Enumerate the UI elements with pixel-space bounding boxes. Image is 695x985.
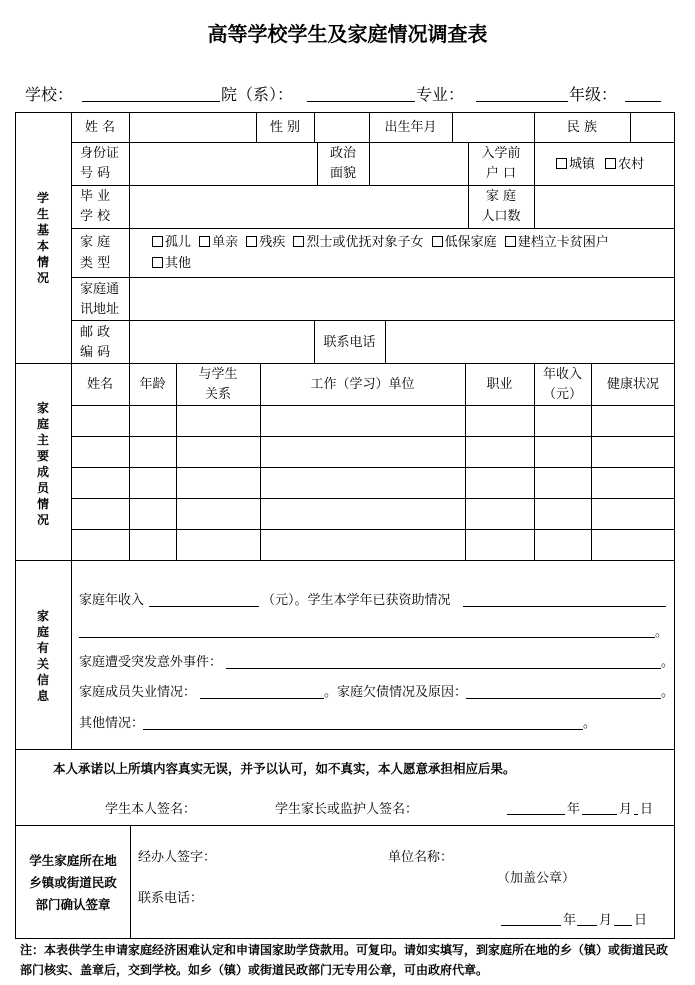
confirm-phone-label: 联系电话： xyxy=(138,891,204,906)
school-label-line2: 学 校 xyxy=(80,209,111,224)
confirm-day-field[interactable] xyxy=(614,908,632,926)
confirm-label xyxy=(18,850,128,916)
birth-label: 出生年月 xyxy=(384,120,437,135)
type-single-parent-checkbox[interactable] xyxy=(199,236,210,247)
postcode-field[interactable] xyxy=(130,321,314,363)
political-field[interactable] xyxy=(370,143,468,185)
period-1: 。 xyxy=(655,625,669,640)
table-row[interactable] xyxy=(72,468,674,498)
col-relation-header-line1: 与学生 xyxy=(198,367,238,382)
family-type-label-line2: 类 型 xyxy=(80,256,111,271)
page-title: 高等学校学生及家庭情况调查表 xyxy=(207,22,488,46)
aid-field-continued[interactable] xyxy=(79,620,655,638)
postcode-label-line1: 邮 政 xyxy=(80,325,111,340)
address-field[interactable] xyxy=(130,278,674,320)
phone-field[interactable] xyxy=(386,321,674,363)
period-2: 。 xyxy=(661,655,675,670)
col-health-header: 健康状况 xyxy=(606,377,659,392)
section-basic-label: 学生基本情况 xyxy=(36,191,49,285)
type-poverty-label: 建档立卡贫困户 xyxy=(517,235,609,250)
aid-label: （元）。学生本学年已获资助情况 xyxy=(262,593,451,608)
name-field[interactable] xyxy=(130,113,256,142)
gender-field[interactable] xyxy=(315,113,369,142)
school-label: 学校： xyxy=(25,85,74,104)
major-label: 专业： xyxy=(416,85,465,104)
guardian-sign-label: 学生家长或监护人签名： xyxy=(275,802,419,817)
graduated-school-field[interactable] xyxy=(130,186,468,228)
postcode-label-line2: 编 码 xyxy=(80,345,111,360)
grade-label: 年级： xyxy=(569,85,618,104)
rural-checkbox[interactable] xyxy=(605,158,616,169)
confirm-label-line2: 乡镇或街道民政 xyxy=(29,875,117,890)
type-other-checkbox[interactable] xyxy=(152,257,163,268)
rural-label: 农村 xyxy=(618,157,645,172)
school-label-line1: 毕 业 xyxy=(80,189,111,204)
confirm-year-label: 年 xyxy=(563,913,577,928)
confirm-label-line3: 部门确认签章 xyxy=(35,897,111,912)
period-3: 。 xyxy=(661,685,675,700)
table-row[interactable] xyxy=(72,499,674,529)
col-relation-header-line2: 关系 xyxy=(204,387,231,402)
political-label-line2: 面貌 xyxy=(329,166,356,181)
confirm-month-field[interactable] xyxy=(577,908,597,926)
unit-name-label: 单位名称： xyxy=(388,850,454,865)
income-field[interactable] xyxy=(149,589,259,607)
debt-field[interactable] xyxy=(466,681,661,699)
col-work-header: 工作（学习）单位 xyxy=(310,377,415,392)
income-label: 家庭年收入 xyxy=(79,593,145,608)
urban-checkbox[interactable] xyxy=(556,158,567,169)
type-disabled-label: 残疾 xyxy=(259,235,286,250)
hukou-label-line2: 户 口 xyxy=(485,166,517,181)
other-label: 其他情况： xyxy=(79,716,145,731)
table-row[interactable] xyxy=(72,406,674,436)
family-size-label-line2: 人口数 xyxy=(481,209,521,224)
address-label-line1: 家庭通 xyxy=(80,282,120,297)
confirm-label-line1: 学生家庭所在地 xyxy=(29,853,117,868)
period-4: 。 xyxy=(583,716,597,731)
handler-sign-label: 经办人签字： xyxy=(138,850,217,865)
section-members-label: 家庭主要成员情况 xyxy=(36,401,49,527)
name-label: 姓 名 xyxy=(84,120,116,135)
accident-label: 家庭遭受突发意外事件： xyxy=(79,655,223,670)
footer-note: 注：本表供学生申请家庭经济困难认定和申请国家助学贷款用。可复印。请如实填写，到家庭所在地的乡（镇）或街道民政部门核实、盖章后，交到学校。如乡（镇）或街道民政部门无专用公章，可由政府代章。 xyxy=(20,943,669,977)
seal-label: （加盖公章） xyxy=(497,871,576,886)
family-type-label-line1: 家 庭 xyxy=(80,235,111,250)
accident-field[interactable] xyxy=(226,651,661,669)
aid-field[interactable] xyxy=(463,589,666,607)
section-info-label: 家庭有关信息 xyxy=(36,609,49,703)
pledge-text: 本人承诺以上所填内容真实无误，并予以认可，如不真实，本人愿意承担相应后果。 xyxy=(53,761,516,776)
type-martyr-checkbox[interactable] xyxy=(293,236,304,247)
debt-label: 。家庭欠债情况及原因： xyxy=(324,685,468,700)
pledge-year-field[interactable] xyxy=(507,797,565,815)
type-poverty-checkbox[interactable] xyxy=(505,236,516,247)
ethnicity-field[interactable] xyxy=(631,113,674,142)
other-field[interactable] xyxy=(143,712,583,730)
political-label-line1: 政治 xyxy=(329,146,356,161)
col-job-header: 职业 xyxy=(486,377,513,392)
phone-label: 联系电话 xyxy=(323,335,376,350)
type-low-income-label: 低保家庭 xyxy=(444,235,497,250)
pledge-day-field[interactable] xyxy=(634,797,638,815)
college-label: 院（系）： xyxy=(221,85,294,104)
hukou-label-line1: 入学前 xyxy=(481,146,521,161)
confirm-month-label: 月 xyxy=(599,913,613,928)
col-income-header-line1: 年收入 xyxy=(542,367,582,382)
pledge-month-label: 月 xyxy=(619,802,633,817)
type-single-parent-label: 单亲 xyxy=(212,235,239,250)
type-low-income-checkbox[interactable] xyxy=(432,236,443,247)
family-size-label-line1: 家 庭 xyxy=(485,189,517,204)
pledge-month-field[interactable] xyxy=(582,797,617,815)
urban-label: 城镇 xyxy=(569,157,596,172)
gender-label: 性 别 xyxy=(269,120,301,135)
ethnicity-label: 民 族 xyxy=(566,120,598,135)
type-disabled-checkbox[interactable] xyxy=(246,236,257,247)
confirm-day-label: 日 xyxy=(634,913,648,928)
table-row[interactable] xyxy=(72,437,674,467)
table-row[interactable] xyxy=(72,530,674,560)
col-income-header-line2: （元） xyxy=(542,387,582,402)
col-age-header: 年龄 xyxy=(139,377,166,392)
unemployment-field[interactable] xyxy=(200,681,324,699)
id-label-line1: 身份证 xyxy=(80,146,120,161)
type-martyr-label: 烈士或优抚对象子女 xyxy=(306,235,424,250)
family-size-field[interactable] xyxy=(535,186,674,228)
type-orphan-label: 孤儿 xyxy=(165,235,192,250)
confirm-year-field[interactable] xyxy=(501,908,561,926)
id-label-line2: 号 码 xyxy=(80,166,111,181)
col-name-header: 姓名 xyxy=(86,377,113,392)
type-orphan-checkbox[interactable] xyxy=(152,236,163,247)
address-label-line2: 讯地址 xyxy=(80,302,120,317)
pledge-day-label: 日 xyxy=(640,802,654,817)
id-number-field[interactable] xyxy=(130,143,317,185)
type-other-label: 其他 xyxy=(165,256,192,271)
birth-field[interactable] xyxy=(453,113,534,142)
unemployment-label: 家庭成员失业情况： xyxy=(79,685,197,700)
pledge-year-label: 年 xyxy=(567,802,581,817)
student-sign-label: 学生本人签名： xyxy=(105,802,197,817)
